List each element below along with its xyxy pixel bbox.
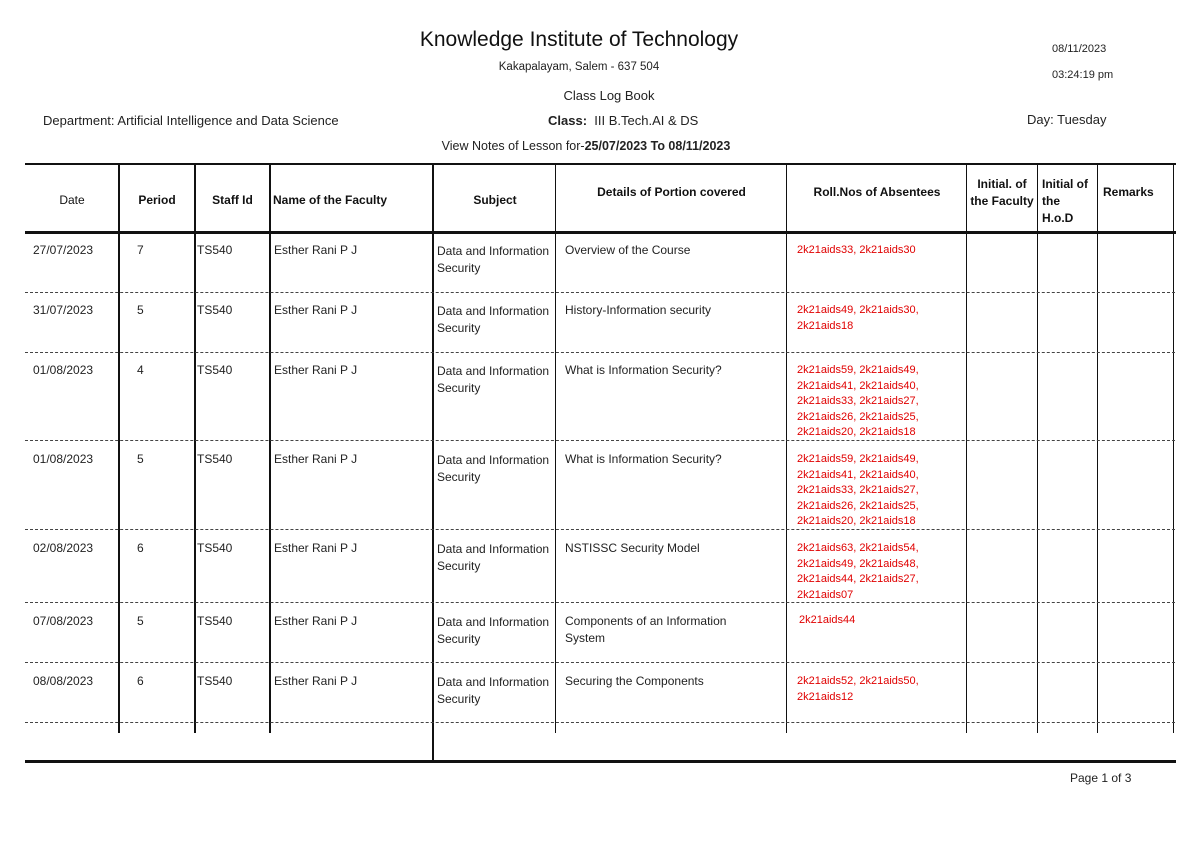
cell-period: 6	[137, 541, 144, 555]
col-divider	[1173, 163, 1174, 733]
cell-portion: Securing the Components	[565, 674, 704, 688]
page-number: Page 1 of 3	[1070, 771, 1132, 785]
cell-staff-id: TS540	[197, 452, 233, 466]
cell-staff-id: TS540	[197, 243, 233, 257]
cell-absentees: 2k21aids49, 2k21aids30, 2k21aids18	[797, 304, 919, 332]
class-value: III B.Tech.AI & DS	[594, 113, 699, 128]
cell-portion: What is Information Security?	[565, 452, 722, 466]
table-bottom-border	[25, 760, 1176, 763]
cell-absentees: 2k21aids59, 2k21aids49, 2k21aids41, 2k21aids40, 2k21aids33, 2k21aids27, 2k21aids26, 2k21aids25, 2k21aids20, 2k21aids18	[797, 453, 919, 527]
col-header-faculty-initial: Initial. of the Faculty	[970, 177, 1034, 208]
cell-portion: History-Information security	[565, 303, 712, 317]
row-separator	[25, 292, 1175, 293]
row-separator	[25, 352, 1175, 353]
cell-subject: Data and Information Security	[437, 364, 550, 395]
header-bottom-border	[25, 231, 1176, 234]
col-divider	[432, 163, 434, 761]
col-header-remarks: Remarks	[1103, 185, 1154, 199]
cell-date: 01/08/2023	[33, 363, 94, 377]
cell-staff-id: TS540	[197, 614, 233, 628]
col-divider	[1097, 163, 1098, 733]
cell-date: 02/08/2023	[33, 541, 94, 555]
cell-date: 08/08/2023	[33, 674, 94, 688]
cell-faculty: Esther Rani P J	[274, 614, 358, 628]
col-divider	[966, 163, 967, 733]
cell-subject: Data and Information Security	[437, 615, 550, 646]
cell-period: 5	[137, 614, 144, 628]
print-date: 08/11/2023	[1052, 43, 1107, 55]
cell-subject: Data and Information Security	[437, 453, 550, 484]
cell-period: 4	[137, 363, 144, 377]
col-divider	[194, 163, 196, 733]
cell-faculty: Esther Rani P J	[274, 243, 358, 257]
institute-address: Kakapalayam, Salem - 637 504	[498, 61, 660, 73]
col-header-absentees: Roll.Nos of Absentees	[813, 185, 941, 199]
col-divider	[786, 163, 787, 733]
cell-staff-id: TS540	[197, 303, 233, 317]
cell-period: 5	[137, 452, 144, 466]
cell-portion: Components of an Information System	[565, 614, 727, 645]
cell-absentees: 2k21aids52, 2k21aids50, 2k21aids12	[797, 675, 919, 703]
class-info	[548, 113, 698, 128]
cell-date: 27/07/2023	[33, 243, 94, 257]
day-label: Day: Tuesday	[1027, 112, 1107, 127]
cell-staff-id: TS540	[197, 541, 233, 555]
col-header-period: Period	[138, 193, 176, 207]
cell-faculty: Esther Rani P J	[274, 452, 358, 466]
cell-date: 31/07/2023	[33, 303, 94, 317]
cell-faculty: Esther Rani P J	[274, 303, 358, 317]
institute-title: Knowledge Institute of Technology	[419, 28, 739, 51]
col-header-portion: Details of Portion covered	[597, 185, 746, 199]
col-header-date: Date	[59, 193, 85, 207]
cell-period: 7	[137, 243, 144, 257]
row-separator	[25, 602, 1175, 603]
cell-faculty: Esther Rani P J	[274, 674, 358, 688]
table-top-border	[25, 163, 1176, 165]
col-divider	[118, 163, 120, 733]
col-divider	[555, 163, 556, 733]
range-label: View Notes of Lesson for-	[441, 139, 585, 153]
col-header-hod-initial: Initial of the H.o.D	[1042, 177, 1088, 225]
department-label: Department: Artificial Intelligence and Data Science	[43, 113, 339, 128]
cell-period: 6	[137, 674, 144, 688]
cell-absentees: 2k21aids59, 2k21aids49, 2k21aids41, 2k21aids40, 2k21aids33, 2k21aids27, 2k21aids26, 2k21aids25, 2k21aids20, 2k21aids18	[797, 364, 919, 438]
cell-absentees: 2k21aids44	[799, 614, 856, 626]
cell-faculty: Esther Rani P J	[274, 363, 358, 377]
row-separator	[25, 722, 1175, 723]
row-separator	[25, 662, 1175, 663]
col-header-faculty-name: Name of the Faculty	[273, 193, 388, 207]
cell-subject: Data and Information Security	[437, 542, 550, 573]
cell-absentees: 2k21aids63, 2k21aids54, 2k21aids49, 2k21aids48, 2k21aids44, 2k21aids27, 2k21aids07	[797, 542, 919, 601]
cell-faculty: Esther Rani P J	[274, 541, 358, 555]
class-label: Class:	[548, 113, 588, 128]
cell-date: 01/08/2023	[33, 452, 94, 466]
cell-subject: Data and Information Security	[437, 304, 550, 335]
cell-subject: Data and Information Security	[437, 675, 550, 706]
row-separator	[25, 440, 1175, 441]
col-header-staff-id: Staff Id	[212, 193, 253, 207]
cell-subject: Data and Information Security	[437, 244, 550, 275]
row-separator	[25, 529, 1175, 530]
range-value: 25/07/2023 To 08/11/2023	[584, 139, 731, 153]
cell-staff-id: TS540	[197, 674, 233, 688]
cell-absentees: 2k21aids33, 2k21aids30	[797, 244, 916, 256]
date-range	[0, 139, 1172, 153]
cell-period: 5	[137, 303, 144, 317]
col-header-subject: Subject	[473, 193, 517, 207]
cell-portion: Overview of the Course	[565, 243, 691, 257]
cell-date: 07/08/2023	[33, 614, 94, 628]
report-title: Class Log Book	[563, 88, 655, 103]
cell-staff-id: TS540	[197, 363, 233, 377]
cell-portion: NSTISSC Security Model	[565, 541, 700, 555]
cell-portion: What is Information Security?	[565, 363, 722, 377]
print-time: 03:24:19 pm	[1052, 69, 1114, 81]
col-divider	[1037, 163, 1038, 733]
col-divider	[269, 163, 271, 733]
